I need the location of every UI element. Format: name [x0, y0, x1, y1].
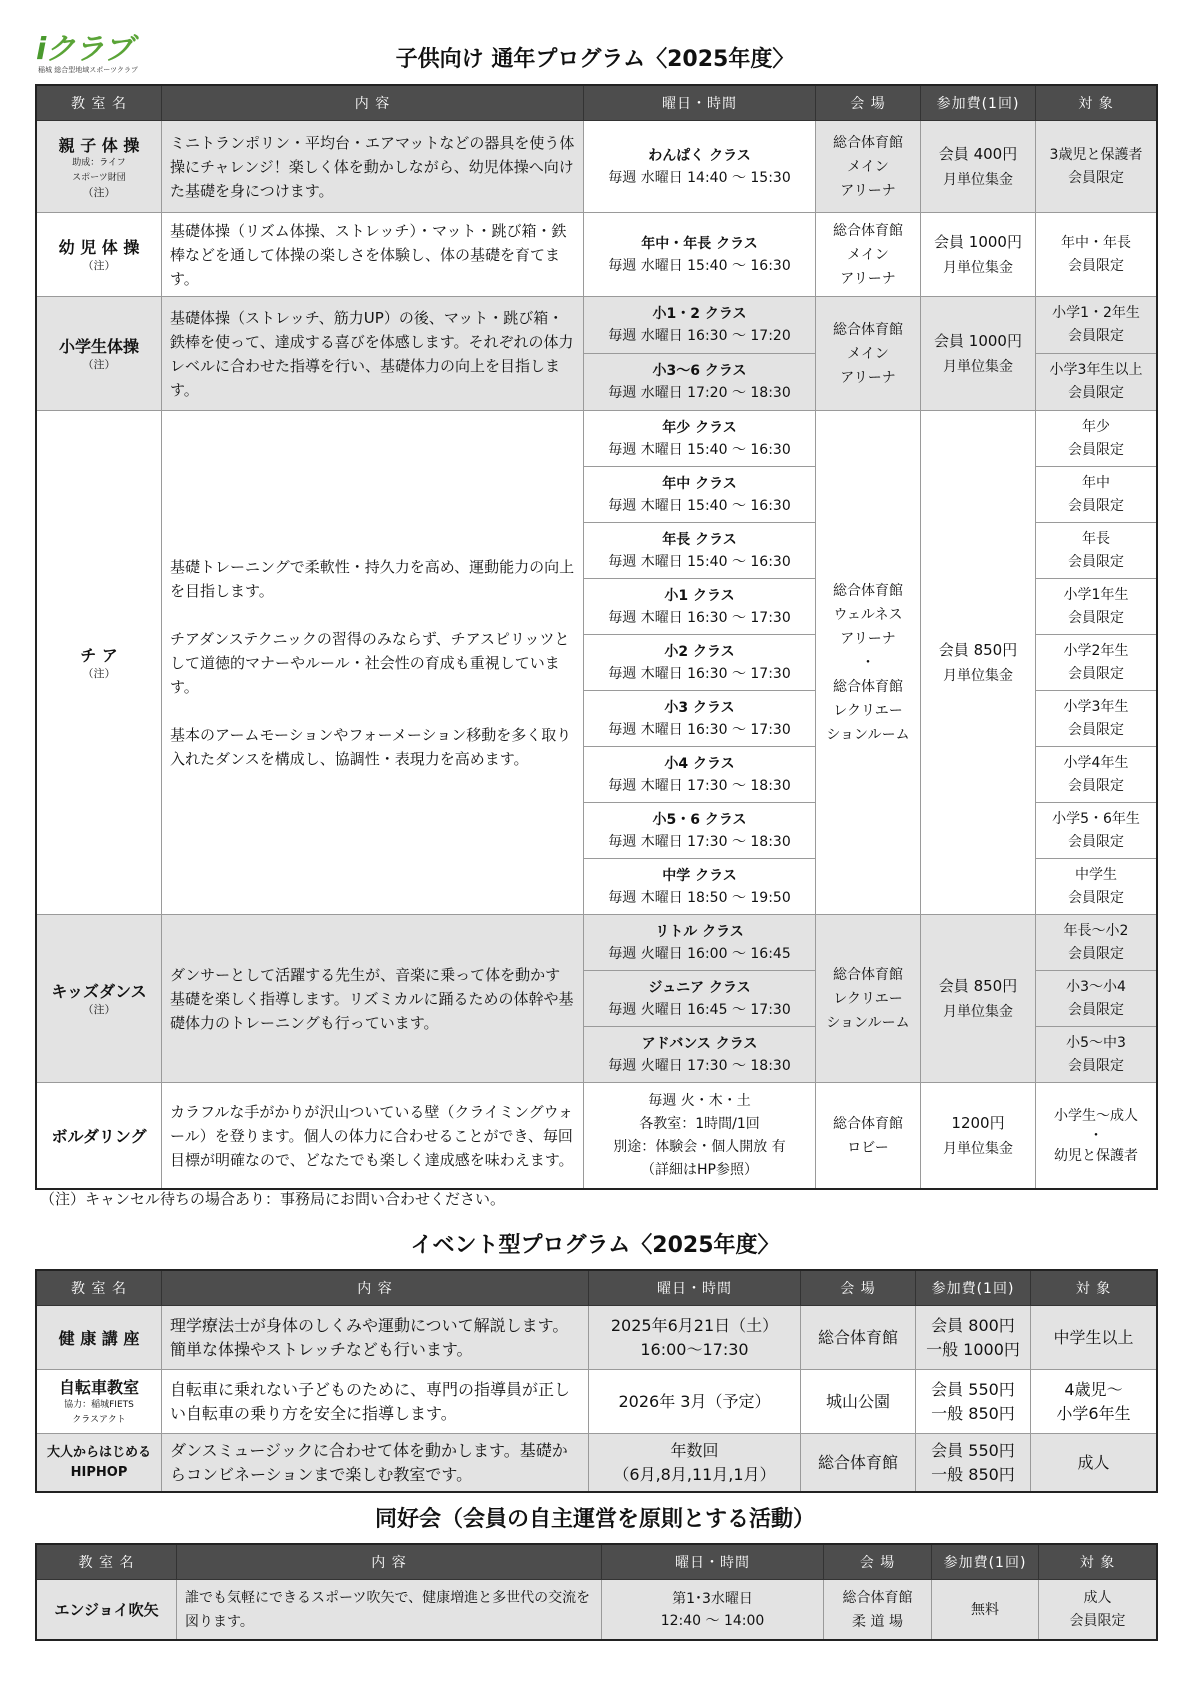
- venue-line: 総合体育館: [842, 1589, 913, 1606]
- schedule-line: 2026年 3月（予定）: [618, 1391, 771, 1411]
- class-description: [162, 411, 584, 915]
- schedule-line: 16:00〜17:30: [640, 1339, 749, 1359]
- target-line: 会員限定: [1068, 497, 1124, 514]
- target-line: 会員限定: [1068, 553, 1124, 570]
- class-time: 毎週 水曜日 17:20 〜 18:30: [608, 385, 791, 401]
- class-time: 毎週 木曜日 16:30 〜 17:30: [608, 721, 791, 738]
- header-schedule: 曜日・時間: [589, 1271, 801, 1306]
- target-cell: [1039, 1580, 1157, 1640]
- header-schedule: 曜日・時間: [602, 1545, 824, 1580]
- target-line: 年少: [1082, 418, 1110, 435]
- header-venue: 会 場: [824, 1545, 932, 1580]
- fee-cell: [921, 213, 1036, 297]
- target-line: 成人: [1077, 1453, 1110, 1472]
- fee-cell: [916, 1306, 1031, 1370]
- section2-title: イベント型プログラム〈2025年度〉: [410, 1233, 780, 1258]
- class-label: 年少 クラス: [662, 419, 737, 436]
- fee-amount: 会員 400円: [938, 144, 1018, 163]
- venue-line: 総合体育館: [833, 678, 903, 695]
- class-label: 小1・2 クラス: [652, 306, 747, 322]
- target-cell: [1036, 971, 1157, 1027]
- fee-amount: 会員 800円: [931, 1315, 1015, 1335]
- class-label: 小2 クラス: [664, 643, 735, 660]
- class-name: 親 子 体 操: [58, 136, 140, 155]
- section3-title: 同好会（会員の自主運営を原則とする活動）: [374, 1507, 815, 1532]
- schedule-line: 年数回: [670, 1440, 719, 1460]
- class-time: 毎週 木曜日 15:40 〜 16:30: [608, 553, 791, 570]
- schedule-cell: [584, 1027, 816, 1083]
- class-description: 基礎体操（ストレッチ、筋力UP）の後、マット・跳び箱・鉄棒を使って、達成する喜びを体感します。それぞれの体力レベルに合わせた指導を行い、基礎体力の向上を目指します。: [162, 297, 584, 411]
- class-name-cell: [37, 1306, 162, 1370]
- class-description: ダンサーとして活躍する先生が、音楽に乗って体を動かす基礎を楽しく指導します。リズミカルに踊るための体幹や基礎体力のトレーニングも行っています。: [162, 915, 584, 1083]
- class-time: 毎週 木曜日 16:30 〜 17:30: [608, 665, 791, 682]
- class-name-cell: [37, 297, 162, 411]
- target-cell: [1031, 1370, 1157, 1434]
- target-line: 年長: [1082, 530, 1110, 547]
- fee-cell: [916, 1370, 1031, 1434]
- class-description: 基礎体操（リズム体操、ストレッチ）・マット・跳び箱・鉄棒などを通して体操の楽しさを体験し、体の基礎を育てます。: [162, 213, 584, 297]
- table-row-bicycle-class: [37, 1370, 1157, 1434]
- note-mark: （注）: [82, 667, 116, 680]
- target-line: 会員限定: [1068, 257, 1124, 274]
- class-label: わんぱく クラス: [648, 147, 751, 164]
- schedule-cell: [584, 297, 816, 354]
- class-label: 年長 クラス: [662, 531, 737, 548]
- class-name-cell: [37, 411, 162, 915]
- target-line: 小学5・6年生: [1052, 810, 1140, 827]
- fee-amount: 会員 850円: [938, 640, 1018, 659]
- sponsor-line: クラスアクト: [72, 1415, 126, 1425]
- class-name-cell: [37, 1434, 162, 1492]
- venue-line: ・: [861, 654, 875, 671]
- venue-cell: 総合体育館: [801, 1434, 916, 1492]
- target-line: 会員限定: [1068, 169, 1124, 186]
- fee-cell: [921, 1083, 1036, 1189]
- venue-line: ションルーム: [826, 1014, 910, 1031]
- target-line: 小学3年生以上: [1049, 362, 1143, 378]
- table-row-bouldering: [37, 1083, 1157, 1189]
- target-cell: [1036, 803, 1157, 859]
- schedule-line: （6月,8月,11月,1月）: [613, 1464, 776, 1484]
- target-cell: [1036, 467, 1157, 523]
- venue-cell: 城山公園: [801, 1370, 916, 1434]
- target-cell: [1031, 1434, 1157, 1492]
- fee-cell: [921, 121, 1036, 213]
- schedule-cell: [602, 1580, 824, 1640]
- target-line: 3歳児と保護者: [1049, 146, 1143, 163]
- target-line: 会員限定: [1069, 1612, 1126, 1629]
- class-label: リトル クラス: [655, 923, 744, 940]
- class-name-cell: [37, 121, 162, 213]
- schedule-cell: [584, 915, 816, 971]
- target-cell: [1036, 915, 1157, 971]
- class-description: 誰でも気軽にできるスポーツ吹矢で、健康増進と多世代の交流を図ります。: [177, 1580, 602, 1640]
- note-mark: （注）: [82, 259, 116, 272]
- class-description: 自転車に乗れない子どものために、専門の指導員が正しい自転車の乗り方を安全に指導します。: [162, 1370, 589, 1434]
- target-line: 中学生以上: [1053, 1328, 1134, 1347]
- fee-unit: 月単位集金: [943, 667, 1013, 684]
- target-line: 4歳児〜: [1064, 1379, 1123, 1399]
- class-description: ミニトランポリン・平均台・エアマットなどの器具を使う体操にチャレンジ！楽しく体を動かしながら、幼児体操へ向けた基礎を身につけます。: [162, 121, 584, 213]
- fee-unit: 月単位集金: [943, 171, 1013, 188]
- target-line: 年中・年長: [1061, 234, 1131, 251]
- class-time: 毎週 木曜日 17:30 〜 18:30: [608, 833, 791, 850]
- venue-line: レクリエー: [833, 990, 903, 1007]
- class-name: 幼 児 体 操: [58, 238, 140, 257]
- schedule-line: 12:40 〜 14:00: [660, 1612, 765, 1629]
- target-line: 幼児と保護者: [1054, 1147, 1138, 1164]
- venue-line: メイン: [847, 345, 889, 362]
- fee-amount: 一般 850円: [931, 1403, 1015, 1423]
- schedule-cell: [584, 354, 816, 411]
- target-line: 会員限定: [1068, 665, 1124, 682]
- club-activity-table: [36, 1544, 1157, 1640]
- logo-subtitle: 稲城 総合型地域スポーツクラブ: [38, 66, 138, 74]
- target-line: 小学1年生: [1063, 586, 1129, 603]
- target-cell: [1036, 635, 1157, 691]
- target-line: 会員限定: [1068, 777, 1124, 794]
- description-paragraph: チアダンステクニックの習得のみならず、チアスピリッツとして道徳的マナーやルール・社会性の育成も重視しています。: [170, 629, 570, 696]
- class-name: エンジョイ吹矢: [54, 1601, 159, 1619]
- target-line: 会員限定: [1068, 945, 1124, 962]
- venue-line: ションルーム: [826, 726, 910, 743]
- header-fee: 参加費(1回): [921, 86, 1036, 121]
- schedule-line: 各教室：1時間/1回: [639, 1115, 760, 1132]
- schedule-cell: [584, 859, 816, 915]
- fee-amount: 会員 1000円: [934, 232, 1022, 251]
- venue-line: アリーナ: [840, 182, 896, 199]
- class-name: 自転車教室: [58, 1378, 139, 1397]
- class-label: アドバンス クラス: [641, 1035, 758, 1052]
- target-line: 小学4年生: [1063, 754, 1129, 771]
- fee-cell: [921, 411, 1036, 915]
- table-header-row: [37, 1271, 1157, 1306]
- target-line: ・: [1089, 1127, 1103, 1144]
- target-line: 会員限定: [1068, 328, 1124, 344]
- schedule-cell: [584, 747, 816, 803]
- class-time: 毎週 木曜日 16:30 〜 17:30: [608, 609, 791, 626]
- fee-unit: 月単位集金: [943, 358, 1013, 375]
- class-name: 大人からはじめる: [46, 1444, 151, 1460]
- venue-line: 総合体育館: [833, 582, 903, 599]
- header-class-name: 教 室 名: [37, 1271, 162, 1306]
- class-time: 毎週 水曜日 14:40 〜 15:30: [608, 169, 791, 186]
- note-mark: （注）: [82, 1003, 116, 1016]
- schedule-cell: [584, 691, 816, 747]
- table-row-kids-dance: [37, 915, 1157, 971]
- schedule-cell: [589, 1434, 801, 1492]
- table-row-cheer: [37, 411, 1157, 467]
- venue-cell: [816, 121, 921, 213]
- fee-amount: 1200円: [951, 1113, 1005, 1132]
- target-line: 小学6年生: [1056, 1403, 1131, 1423]
- venue-line: アリーナ: [840, 630, 896, 647]
- target-line: 小学2年生: [1063, 642, 1129, 659]
- target-line: 会員限定: [1068, 833, 1124, 850]
- fee-amount: 一般 850円: [931, 1464, 1015, 1484]
- table-row-hiphop: [37, 1434, 1157, 1492]
- class-label: 小4 クラス: [664, 755, 735, 772]
- venue-cell: [816, 411, 921, 915]
- target-cell: [1036, 579, 1157, 635]
- class-name-cell: [37, 1083, 162, 1189]
- schedule-line: 2025年6月21日（土）: [610, 1315, 779, 1335]
- header-class-name: 教 室 名: [37, 1545, 177, 1580]
- fee-unit: 月単位集金: [943, 1140, 1013, 1157]
- footnote: （注）キャンセル待ちの場合あり：事務局にお問い合わせください。: [40, 1190, 506, 1208]
- venue-line: 総合体育館: [833, 134, 903, 151]
- header-content: 内 容: [177, 1545, 602, 1580]
- sponsor-line: スポーツ財団: [72, 173, 126, 183]
- fee-amount: 一般 1000円: [926, 1339, 1020, 1359]
- header-target: 対 象: [1036, 86, 1157, 121]
- class-time: 毎週 木曜日 17:30 〜 18:30: [608, 777, 791, 794]
- schedule-line: 第1･3水曜日: [672, 1590, 753, 1607]
- target-line: 会員限定: [1068, 889, 1124, 906]
- table-row-yoji: [37, 213, 1157, 297]
- target-cell: [1036, 411, 1157, 467]
- logo-mark: iクラブ: [36, 32, 133, 67]
- target-cell: [1031, 1306, 1157, 1370]
- schedule-cell: [584, 1083, 816, 1189]
- class-label: 中学 クラス: [662, 867, 737, 884]
- schedule-cell: [584, 121, 816, 213]
- header-venue: 会 場: [801, 1271, 916, 1306]
- section1-title: 子供向け 通年プログラム〈2025年度〉: [395, 47, 795, 72]
- target-cell: [1036, 297, 1157, 354]
- target-cell: [1036, 859, 1157, 915]
- class-label: ジュニア クラス: [648, 979, 751, 996]
- class-name-cell: [37, 213, 162, 297]
- header-venue: 会 場: [816, 86, 921, 121]
- class-name: 健 康 講 座: [58, 1329, 140, 1348]
- schedule-cell: [584, 467, 816, 523]
- fee-unit: 月単位集金: [943, 1003, 1013, 1020]
- target-cell: [1036, 1083, 1157, 1189]
- class-label: 年中 クラス: [662, 475, 737, 492]
- schedule-line: （詳細はHP参照）: [641, 1161, 758, 1178]
- note-mark: （注）: [82, 358, 116, 371]
- schedule-cell: [584, 523, 816, 579]
- description-paragraph: 基本のアームモーションやフォーメーション移動を多く取り入れたダンスを構成し、協調性・表現力を高めます。: [170, 725, 572, 768]
- schedule-cell: [589, 1370, 801, 1434]
- header-target: 対 象: [1039, 1545, 1157, 1580]
- class-name: HIPHOP: [70, 1464, 128, 1480]
- class-description: ダンスミュージックに合わせて体を動かします。基礎からコンビネーションまで楽しむ教室です。: [162, 1434, 589, 1492]
- header-fee: 参加費(1回): [932, 1545, 1039, 1580]
- venue-line: 柔 道 場: [852, 1613, 903, 1630]
- table-row-health-lecture: [37, 1306, 1157, 1370]
- class-time: 毎週 木曜日 15:40 〜 16:30: [608, 441, 791, 458]
- schedule-cell: [584, 971, 816, 1027]
- header-target: 対 象: [1031, 1271, 1157, 1306]
- class-label: 小1 クラス: [664, 587, 735, 604]
- venue-line: 総合体育館: [833, 966, 903, 983]
- description-paragraph: 基礎トレーニングで柔軟性・持久力を高め、運動能力の向上を目指します。: [170, 557, 575, 600]
- target-cell: [1036, 121, 1157, 213]
- venue-line: レクリエー: [833, 702, 903, 719]
- fee-amount: 会員 550円: [931, 1440, 1015, 1460]
- fee-cell: [921, 297, 1036, 411]
- schedule-cell: [584, 803, 816, 859]
- table-header-row: [37, 1545, 1157, 1580]
- class-name: 小学生体操: [58, 337, 139, 356]
- class-name-cell: [37, 1370, 162, 1434]
- target-line: 会員限定: [1068, 385, 1124, 401]
- class-time: 毎週 水曜日 16:30 〜 17:20: [608, 328, 791, 344]
- schedule-cell: [584, 213, 816, 297]
- venue-cell: [816, 297, 921, 411]
- class-name-cell: [37, 915, 162, 1083]
- sponsor-line: 助成：ライフ: [72, 158, 126, 168]
- venue-line: ロビー: [847, 1139, 889, 1156]
- class-name-cell: [37, 1580, 177, 1640]
- target-cell: [1036, 1027, 1157, 1083]
- venue-line: ウェルネス: [833, 606, 903, 623]
- fee-unit: 月単位集金: [943, 259, 1013, 276]
- fee-amount: 会員 550円: [931, 1379, 1015, 1399]
- table-row-oyako: [37, 121, 1157, 213]
- venue-cell: [816, 915, 921, 1083]
- schedule-cell: [584, 635, 816, 691]
- header-content: 内 容: [162, 86, 584, 121]
- venue-line: メイン: [847, 158, 889, 175]
- target-cell: [1036, 747, 1157, 803]
- note-mark: （注）: [82, 186, 116, 199]
- class-time: 毎週 火曜日 17:30 〜 18:30: [608, 1057, 791, 1074]
- year-round-program-table: [36, 85, 1157, 1189]
- table-row-shogaku: [37, 297, 1157, 354]
- class-label: 年中・年長 クラス: [641, 235, 758, 252]
- fee-cell: [921, 915, 1036, 1083]
- target-line: 成人: [1083, 1589, 1112, 1606]
- target-line: 会員限定: [1068, 1057, 1124, 1074]
- target-cell: [1036, 213, 1157, 297]
- class-name: キッズダンス: [51, 982, 147, 1001]
- target-line: 小学3年生: [1063, 698, 1129, 715]
- class-label: 小3 クラス: [664, 699, 735, 716]
- venue-cell: [816, 213, 921, 297]
- target-line: 小5〜中3: [1066, 1034, 1126, 1051]
- class-time: 毎週 木曜日 18:50 〜 19:50: [608, 889, 791, 906]
- class-label: 小5・6 クラス: [652, 811, 747, 828]
- venue-line: 総合体育館: [833, 1115, 903, 1132]
- target-cell: [1036, 523, 1157, 579]
- target-line: 中学生: [1075, 866, 1117, 883]
- table-header-row: [37, 86, 1157, 121]
- schedule-line: 毎週 火・木・土: [648, 1092, 751, 1109]
- class-name: ボルダリング: [51, 1127, 147, 1146]
- target-line: 小学1・2年生: [1052, 305, 1140, 321]
- schedule-cell: [589, 1306, 801, 1370]
- class-time: 毎週 火曜日 16:00 〜 16:45: [608, 945, 791, 962]
- event-program-table: [36, 1270, 1157, 1492]
- venue-line: 総合体育館: [833, 321, 903, 338]
- target-line: 小3〜小4: [1066, 978, 1126, 995]
- target-line: 年長〜小2: [1063, 922, 1129, 939]
- class-time: 毎週 水曜日 15:40 〜 16:30: [608, 257, 791, 274]
- target-line: 小学生〜成人: [1054, 1107, 1138, 1124]
- class-label: 小3〜6 クラス: [652, 363, 747, 379]
- venue-cell: [824, 1580, 932, 1640]
- target-line: 会員限定: [1068, 441, 1124, 458]
- class-time: 毎週 火曜日 16:45 〜 17:30: [608, 1001, 791, 1018]
- schedule-cell: [584, 579, 816, 635]
- venue-line: 総合体育館: [833, 222, 903, 239]
- target-cell: [1036, 354, 1157, 411]
- class-description: 理学療法士が身体のしくみや運動について解説します。簡単な体操やストレッチなども行います。: [162, 1306, 589, 1370]
- target-line: 会員限定: [1068, 721, 1124, 738]
- header-schedule: 曜日・時間: [584, 86, 816, 121]
- fee-amount: 会員 1000円: [934, 331, 1022, 350]
- venue-line: アリーナ: [840, 369, 896, 386]
- class-description: カラフルな手がかりが沢山ついている壁（クライミングウォール）を登ります。個人の体力に合わせることができ、毎回目標が明確なので、どなたでも楽しく達成感を味わえます。: [162, 1083, 584, 1189]
- target-line: 会員限定: [1068, 1001, 1124, 1018]
- venue-line: アリーナ: [840, 270, 896, 287]
- target-line: 会員限定: [1068, 609, 1124, 626]
- sponsor-line: 協力：稲城FIETS: [64, 1400, 134, 1410]
- schedule-line: 別途：体験会・個人開放 有: [613, 1138, 786, 1155]
- schedule-cell: [584, 411, 816, 467]
- venue-line: メイン: [847, 246, 889, 263]
- venue-cell: 総合体育館: [801, 1306, 916, 1370]
- class-name: チ ア: [80, 646, 118, 665]
- class-time: 毎週 木曜日 15:40 〜 16:30: [608, 497, 791, 514]
- table-row-fukiya: [37, 1580, 1157, 1640]
- header-fee: 参加費(1回): [916, 1271, 1031, 1306]
- fee-amount: 会員 850円: [938, 976, 1018, 995]
- fee-cell: 無料: [932, 1580, 1039, 1640]
- target-line: 年中: [1082, 474, 1110, 491]
- target-cell: [1036, 691, 1157, 747]
- venue-cell: [816, 1083, 921, 1189]
- fee-cell: [916, 1434, 1031, 1492]
- header-content: 内 容: [162, 1271, 589, 1306]
- header-class-name: 教 室 名: [37, 86, 162, 121]
